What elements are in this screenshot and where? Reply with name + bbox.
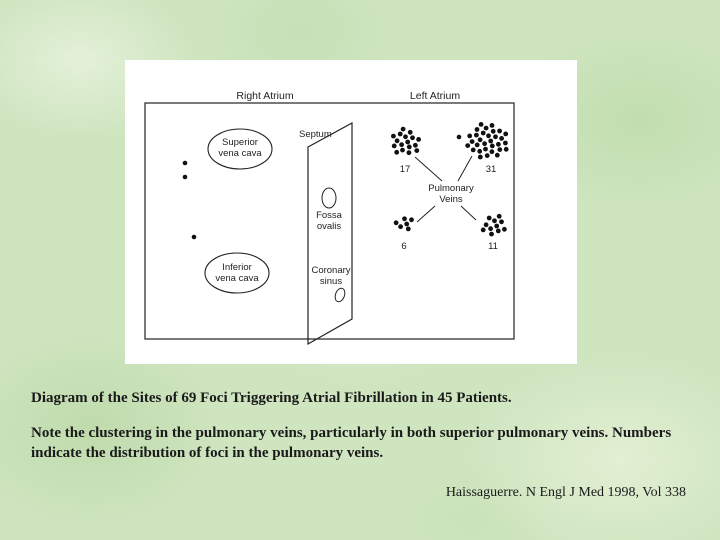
figure-panel	[125, 60, 577, 364]
inferior-vena-cava-label: Inferior	[222, 262, 252, 273]
septum-plane	[308, 123, 352, 344]
focus-dot	[503, 132, 508, 137]
focus-dot	[406, 227, 411, 232]
focus-dot	[398, 224, 403, 229]
focus-dot	[414, 148, 419, 153]
focus-dot	[492, 218, 497, 223]
focus-dot	[483, 147, 488, 152]
focus-dot	[395, 138, 400, 143]
focus-dot	[484, 126, 489, 131]
focus-dot	[475, 143, 480, 148]
focus-dot	[499, 136, 504, 141]
focus-dot	[489, 232, 494, 237]
focus-dot	[485, 153, 490, 158]
focus-dot	[457, 135, 462, 140]
focus-dot	[488, 226, 493, 231]
focus-dot	[497, 129, 502, 134]
caption-title: Diagram of the Sites of 69 Foci Triggering Atrial Fibrillation in 45 Patients.	[31, 390, 512, 406]
focus-dot	[408, 130, 413, 135]
focus-dot	[413, 143, 418, 148]
fossa-ovalis-label: Fossa	[316, 210, 342, 221]
focus-dot	[494, 224, 499, 229]
focus-dot	[482, 141, 487, 146]
right-inferior-count: 11	[488, 241, 498, 252]
atrial-foci-diagram	[125, 60, 577, 364]
focus-dot	[407, 145, 412, 150]
focus-dot	[405, 140, 410, 145]
focus-dot	[392, 144, 397, 149]
focus-dot	[499, 219, 504, 224]
caption-body: Note the clustering in the pulmonary veins, particularly in both superior pulmonary veins. Numbers indicate the distribution of foci in the pulmonary veins.	[31, 425, 672, 461]
left-inferior-vein-cluster	[394, 216, 414, 231]
focus-dot	[183, 175, 188, 180]
focus-dot	[504, 147, 509, 152]
inferior-vena-cava-label-line2: vena cava	[215, 273, 259, 284]
focus-dot	[465, 143, 470, 148]
focus-dot	[484, 222, 489, 227]
focus-dot	[477, 149, 482, 154]
right-inferior-vein-cluster	[481, 214, 507, 237]
focus-dot	[391, 134, 396, 139]
focus-dot	[496, 229, 501, 234]
superior-vena-cava-label-line2: vena cava	[218, 148, 262, 159]
focus-dot	[488, 139, 493, 144]
focus-dot	[495, 153, 500, 158]
left-superior-count: 17	[399, 164, 411, 175]
right-atrium-header: Right Atrium	[236, 90, 294, 102]
septum-label: Septum	[299, 129, 332, 140]
focus-dot	[407, 150, 412, 155]
focus-dot	[491, 129, 496, 134]
focus-dot	[467, 134, 472, 139]
focus-dot	[470, 139, 475, 144]
focus-dot	[490, 144, 495, 149]
focus-dot	[400, 148, 405, 153]
focus-dot	[503, 141, 508, 146]
citation: Haissaguerre. N Engl J Med 1998, Vol 338	[445, 485, 686, 500]
focus-dot	[471, 148, 476, 153]
superior-vena-cava-label: Superior	[222, 137, 258, 148]
focus-dot	[402, 216, 407, 221]
focus-dot	[487, 216, 492, 221]
fossa-ovalis-label-line2: ovalis	[316, 221, 342, 232]
pointer-line	[415, 157, 442, 181]
right-superior-vein-cluster	[465, 122, 508, 159]
focus-dot	[192, 235, 197, 240]
focus-dot	[475, 127, 480, 132]
focus-dot	[410, 135, 415, 140]
focus-dot	[478, 137, 483, 142]
focus-dot	[497, 147, 502, 152]
focus-dot	[394, 150, 399, 155]
right-superior-count: 31	[485, 164, 497, 175]
left-inferior-count: 6	[401, 241, 407, 252]
focus-dot	[474, 133, 479, 138]
focus-dot	[481, 228, 486, 233]
focus-dot	[183, 161, 188, 166]
coronary-sinus-label-line2: sinus	[319, 276, 343, 287]
left-atrium-header: Left Atrium	[409, 90, 461, 102]
focus-dot	[478, 155, 483, 160]
focus-dot	[479, 122, 484, 127]
focus-dot	[399, 142, 404, 147]
focus-dot	[394, 220, 399, 225]
focus-dot	[490, 123, 495, 128]
focus-dot	[486, 133, 491, 138]
focus-dot	[496, 142, 501, 147]
focus-dot	[497, 214, 502, 219]
pointer-line	[417, 206, 435, 222]
focus-dot	[398, 132, 403, 137]
pointer-line	[458, 156, 472, 181]
focus-dot	[403, 134, 408, 139]
focus-dot	[401, 127, 406, 132]
coronary-sinus-outline	[333, 287, 346, 303]
left-superior-vein-cluster	[391, 127, 421, 155]
pulmonary-veins-label-line2: Veins	[439, 194, 463, 205]
focus-dot	[481, 131, 486, 136]
focus-dot	[502, 227, 507, 232]
pulmonary-veins-label: Pulmonary	[428, 183, 474, 194]
focus-dot	[404, 222, 409, 227]
focus-dot	[490, 149, 495, 154]
fossa-ovalis-outline	[322, 188, 336, 208]
right-atrium-foci	[183, 161, 197, 240]
focus-dot	[409, 217, 414, 222]
focus-dot	[416, 137, 421, 142]
focus-dot	[493, 134, 498, 139]
pointer-line	[461, 206, 476, 220]
coronary-sinus-label: Coronary	[311, 265, 351, 276]
